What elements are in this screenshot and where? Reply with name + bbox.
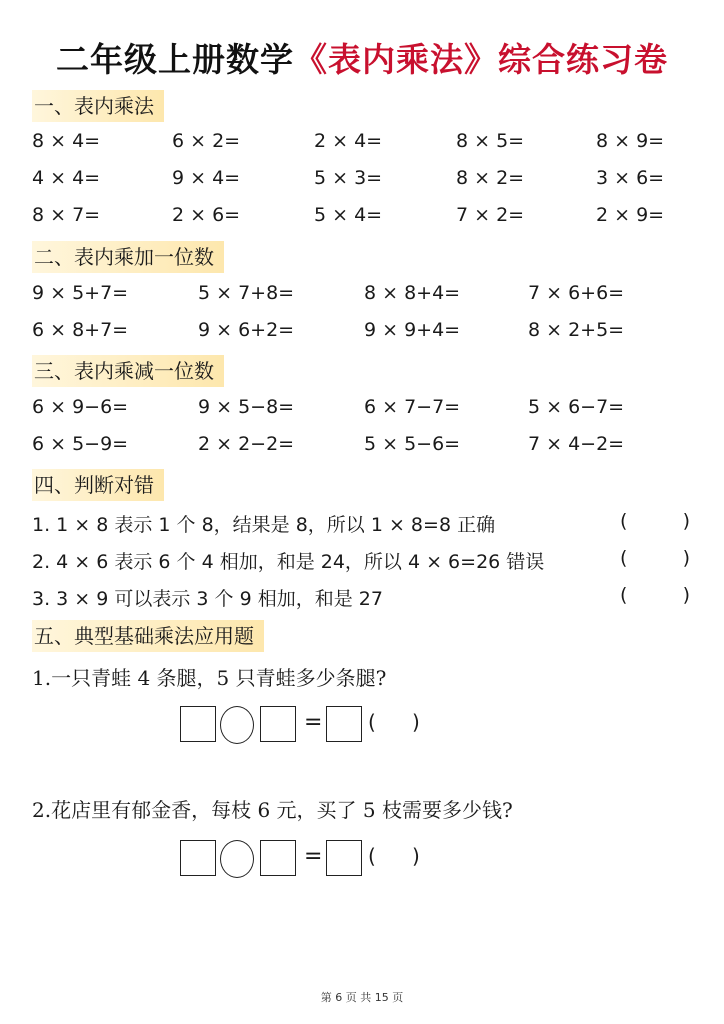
- section-heading-3: 三、表内乘减一位数: [32, 355, 224, 387]
- result-box[interactable]: [326, 840, 362, 876]
- exercise-item: 8 × 9=: [596, 130, 665, 152]
- exercise-item: 2 × 2−2=: [198, 433, 295, 455]
- judge-question: 2. 4 × 6 表示 6 个 4 相加，和是 24，所以 4 × 6=26 错误 ( ): [32, 547, 690, 573]
- title-grade: 二年级上册数学: [56, 40, 294, 79]
- equals-sign: =: [304, 710, 323, 735]
- number-box[interactable]: [180, 840, 216, 876]
- exercise-item: 5 × 4=: [314, 204, 383, 226]
- result-box[interactable]: [326, 706, 362, 742]
- equation-template: [180, 838, 440, 878]
- word-problem-text: 1.一只青蛙 4 条腿，5 只青蛙多少条腿?: [32, 666, 387, 690]
- unit-paren-left: (: [368, 710, 376, 734]
- operator-circle[interactable]: [220, 840, 254, 878]
- exercise-item: 8 × 4=: [32, 130, 101, 152]
- number-box[interactable]: [180, 706, 216, 742]
- exercise-item: 7 × 6+6=: [528, 282, 625, 304]
- exercise-item: 7 × 2=: [456, 204, 525, 226]
- judge-question: 3. 3 × 9 可以表示 3 个 9 相加，和是 27 ( ): [32, 584, 690, 610]
- exercise-item: 6 × 9−6=: [32, 396, 129, 418]
- unit-paren-left: (: [368, 844, 376, 868]
- exercise-item: 6 × 2=: [172, 130, 241, 152]
- number-box[interactable]: [260, 840, 296, 876]
- section-heading-4: 四、判断对错: [32, 469, 164, 501]
- section-heading-2: 二、表内乘加一位数: [32, 241, 224, 273]
- exercise-item: 8 × 5=: [456, 130, 525, 152]
- page-number: 第 6 页 共 15 页: [320, 991, 404, 1004]
- exercise-item: 5 × 7+8=: [198, 282, 295, 304]
- exercise-item: 2 × 6=: [172, 204, 241, 226]
- exercise-item: 5 × 5−6=: [364, 433, 461, 455]
- exercise-item: 8 × 2+5=: [528, 319, 625, 341]
- section-heading-5: 五、典型基础乘法应用题: [32, 620, 264, 652]
- exercise-item: 2 × 9=: [596, 204, 665, 226]
- judge-question-text: 1. 1 × 8 表示 1 个 8，结果是 8，所以 1 × 8=8 正确: [32, 514, 496, 536]
- exercise-item: 6 × 8+7=: [32, 319, 129, 341]
- exercise-item: 8 × 7=: [32, 204, 101, 226]
- judge-question-text: 3. 3 × 9 可以表示 3 个 9 相加，和是 27: [32, 588, 383, 610]
- exercise-item: 5 × 3=: [314, 167, 383, 189]
- exercise-item: 9 × 5+7=: [32, 282, 129, 304]
- equation-template: [180, 704, 440, 744]
- exercise-item: 9 × 5−8=: [198, 396, 295, 418]
- exercise-item: 6 × 5−9=: [32, 433, 129, 455]
- equals-sign: =: [304, 844, 323, 869]
- word-problem-text: 2.花店里有郁金香，每枝 6 元，买了 5 枝需要多少钱?: [32, 798, 513, 822]
- exercise-item: 6 × 7−7=: [364, 396, 461, 418]
- exercise-item: 8 × 2=: [456, 167, 525, 189]
- page-title: [0, 34, 724, 81]
- number-box[interactable]: [260, 706, 296, 742]
- exercise-item: 9 × 9+4=: [364, 319, 461, 341]
- operator-circle[interactable]: [220, 706, 254, 744]
- exercise-item: 9 × 4=: [172, 167, 241, 189]
- unit-paren-right: ): [412, 710, 420, 734]
- judge-question: 1. 1 × 8 表示 1 个 8，结果是 8，所以 1 × 8=8 正确 ( ): [32, 510, 690, 536]
- section-heading-1: 一、表内乘法: [32, 90, 164, 122]
- exercise-item: 5 × 6−7=: [528, 396, 625, 418]
- exercise-item: 4 × 4=: [32, 167, 101, 189]
- exercise-item: 9 × 6+2=: [198, 319, 295, 341]
- title-topic: 《表内乘法》综合练习卷: [294, 40, 668, 79]
- exercise-item: 8 × 8+4=: [364, 282, 461, 304]
- exercise-item: 2 × 4=: [314, 130, 383, 152]
- judge-question-text: 2. 4 × 6 表示 6 个 4 相加，和是 24，所以 4 × 6=26 错误: [32, 551, 545, 573]
- exercise-item: 3 × 6=: [596, 167, 665, 189]
- unit-paren-right: ): [412, 844, 420, 868]
- exercise-item: 7 × 4−2=: [528, 433, 625, 455]
